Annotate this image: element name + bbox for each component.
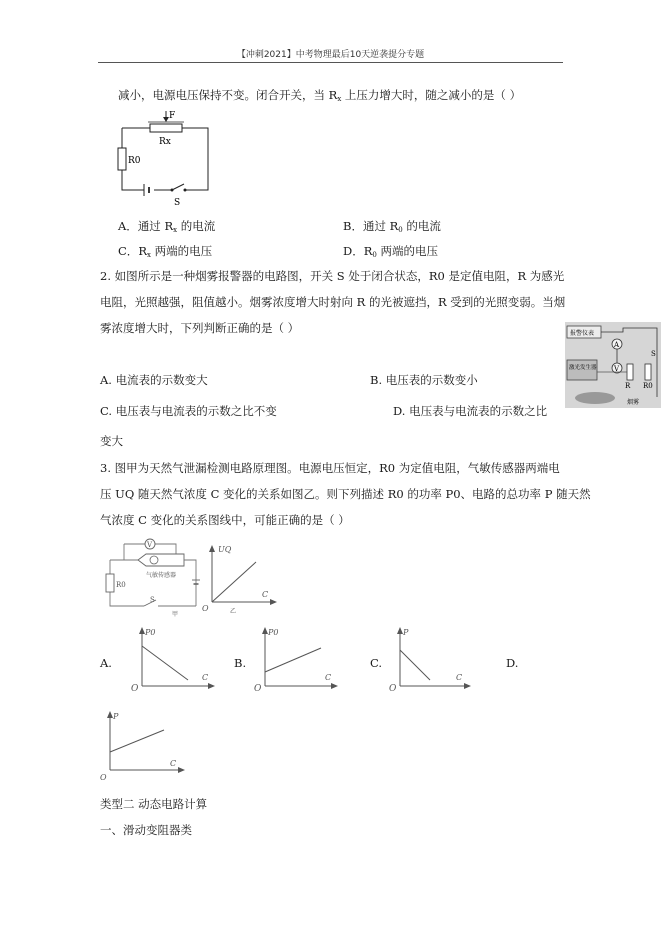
- svg-text:P0: P0: [145, 628, 156, 637]
- q1-option-a: A．通过 $R_x$ 的电流: [118, 219, 216, 234]
- q3-option-c-letter: C.: [370, 656, 383, 670]
- header-rule: [98, 62, 563, 63]
- q3-yi-origin: O: [202, 604, 209, 613]
- q1-option-b: B．通过 $R_0$ 的电流: [343, 219, 441, 234]
- q3-yi-caption: 乙: [230, 608, 237, 615]
- q1-label-switch: S: [174, 198, 181, 208]
- page-header: 【冲刺2021】中考物理最后10天逆袭提分专题: [236, 50, 425, 60]
- q3-option-b-graph: [255, 624, 340, 696]
- q3-line3: 气浓度 C 变化的关系图线中，可能正确的是（ ）: [100, 513, 350, 527]
- q2-fig-smoke: 烟雾: [627, 399, 640, 406]
- svg-text:O: O: [100, 773, 107, 782]
- q1-label-force: F: [169, 111, 176, 121]
- q2-option-d: D. 电压表与电流表的示数之比: [393, 404, 548, 418]
- q3-jia-voltmeter: V: [147, 541, 153, 549]
- q1-option-d: D．$R_0$ 两端的电压: [343, 244, 439, 259]
- svg-text:P0: P0: [268, 628, 279, 637]
- q1-intro-sub: x: [337, 95, 342, 103]
- q3-jia-caption: 甲: [172, 611, 179, 618]
- q2-option-c: C. 电压表与电流表的示数之比不变: [100, 404, 277, 418]
- q2-fig-switch: S: [651, 350, 656, 358]
- section-type2-heading: 类型二 动态电路计算: [100, 797, 208, 811]
- q3-figure-jia: [104, 536, 204, 618]
- q3-option-a-origin: O: [131, 684, 139, 694]
- q2-fig-alarm: 报警仪表: [570, 330, 595, 337]
- q3-yi-xlabel: C: [262, 590, 269, 599]
- svg-text:C: C: [325, 673, 332, 682]
- q3-option-d-graph: [98, 708, 188, 786]
- q2-fig-r0: R0: [643, 382, 653, 390]
- q3-option-b-letter: B.: [234, 656, 247, 670]
- q2-fig-voltmeter: V: [614, 365, 620, 373]
- q2-fig-laser: 激光发生器: [569, 365, 597, 371]
- q2-line2: 电阻，光照越强，阻值越小。烟雾浓度增大时射向 R 的光被遮挡，R 受到的光照变弱。当烟: [100, 295, 566, 309]
- section-subheading-rheostat: 一、滑动变阻器类: [100, 823, 192, 837]
- q3-option-c-graph: [390, 624, 475, 696]
- q3-yi-ylabel: UQ: [218, 545, 232, 554]
- q2-option-b: B. 电压表的示数变小: [370, 373, 478, 387]
- q1-label-rx: Rx: [159, 137, 171, 147]
- q3-option-a-letter: A.: [100, 656, 112, 670]
- svg-text:P: P: [403, 628, 409, 637]
- svg-text:C: C: [202, 673, 209, 682]
- q1-intro-b: 上压力增大时，随之减小的是（ ）: [341, 88, 522, 102]
- q1-intro: [118, 87, 521, 107]
- q1-label-r0: R0: [128, 156, 141, 166]
- q2-option-a: A. 电流表的示数变大: [100, 373, 208, 387]
- q2-smoke-alarm-figure: [565, 322, 661, 408]
- q1-intro-a: 减小，电源电压保持不变。闭合开关，当 R: [118, 88, 338, 102]
- q3-figure-yi: [200, 540, 280, 615]
- q3-option-a-graph: [132, 624, 217, 696]
- svg-text:C: C: [456, 673, 463, 682]
- q3-jia-r0: R0: [116, 581, 126, 589]
- q3-option-d-letter: D.: [506, 656, 519, 670]
- q2-line1: 2. 如图所示是一种烟雾报警器的电路图，开关 S 处于闭合状态，R0 是定值电阻，R 为感光: [100, 269, 565, 283]
- q3-line1: 3. 图甲为天然气泄漏检测电路原理图。电源电压恒定，R0 为定值电阻，气敏传感器两端电: [100, 461, 560, 475]
- q2-fig-ammeter: A: [614, 341, 620, 349]
- q1-option-c: C．$R_x$ 两端的电压: [118, 244, 213, 259]
- q3-jia-sensor: 气敏传感器: [146, 572, 177, 579]
- q3-option-b-origin: O: [254, 684, 262, 694]
- svg-text:P: P: [113, 712, 119, 721]
- q2-option-d-continued: 变大: [100, 434, 123, 448]
- q2-fig-r: R: [625, 382, 631, 390]
- q3-option-c-origin: O: [389, 684, 397, 694]
- q2-line3: 雾浓度增大时，下列判断正确的是（ ）: [100, 321, 300, 335]
- q1-circuit-diagram: [110, 108, 220, 208]
- svg-text:C: C: [170, 759, 177, 768]
- q3-jia-switch: S: [150, 596, 155, 604]
- q3-line2: 压 UQ 随天然气浓度 C 变化的关系如图乙。则下列描述 R0 的功率 P0、电路的总功率 P 随天然: [100, 487, 591, 501]
